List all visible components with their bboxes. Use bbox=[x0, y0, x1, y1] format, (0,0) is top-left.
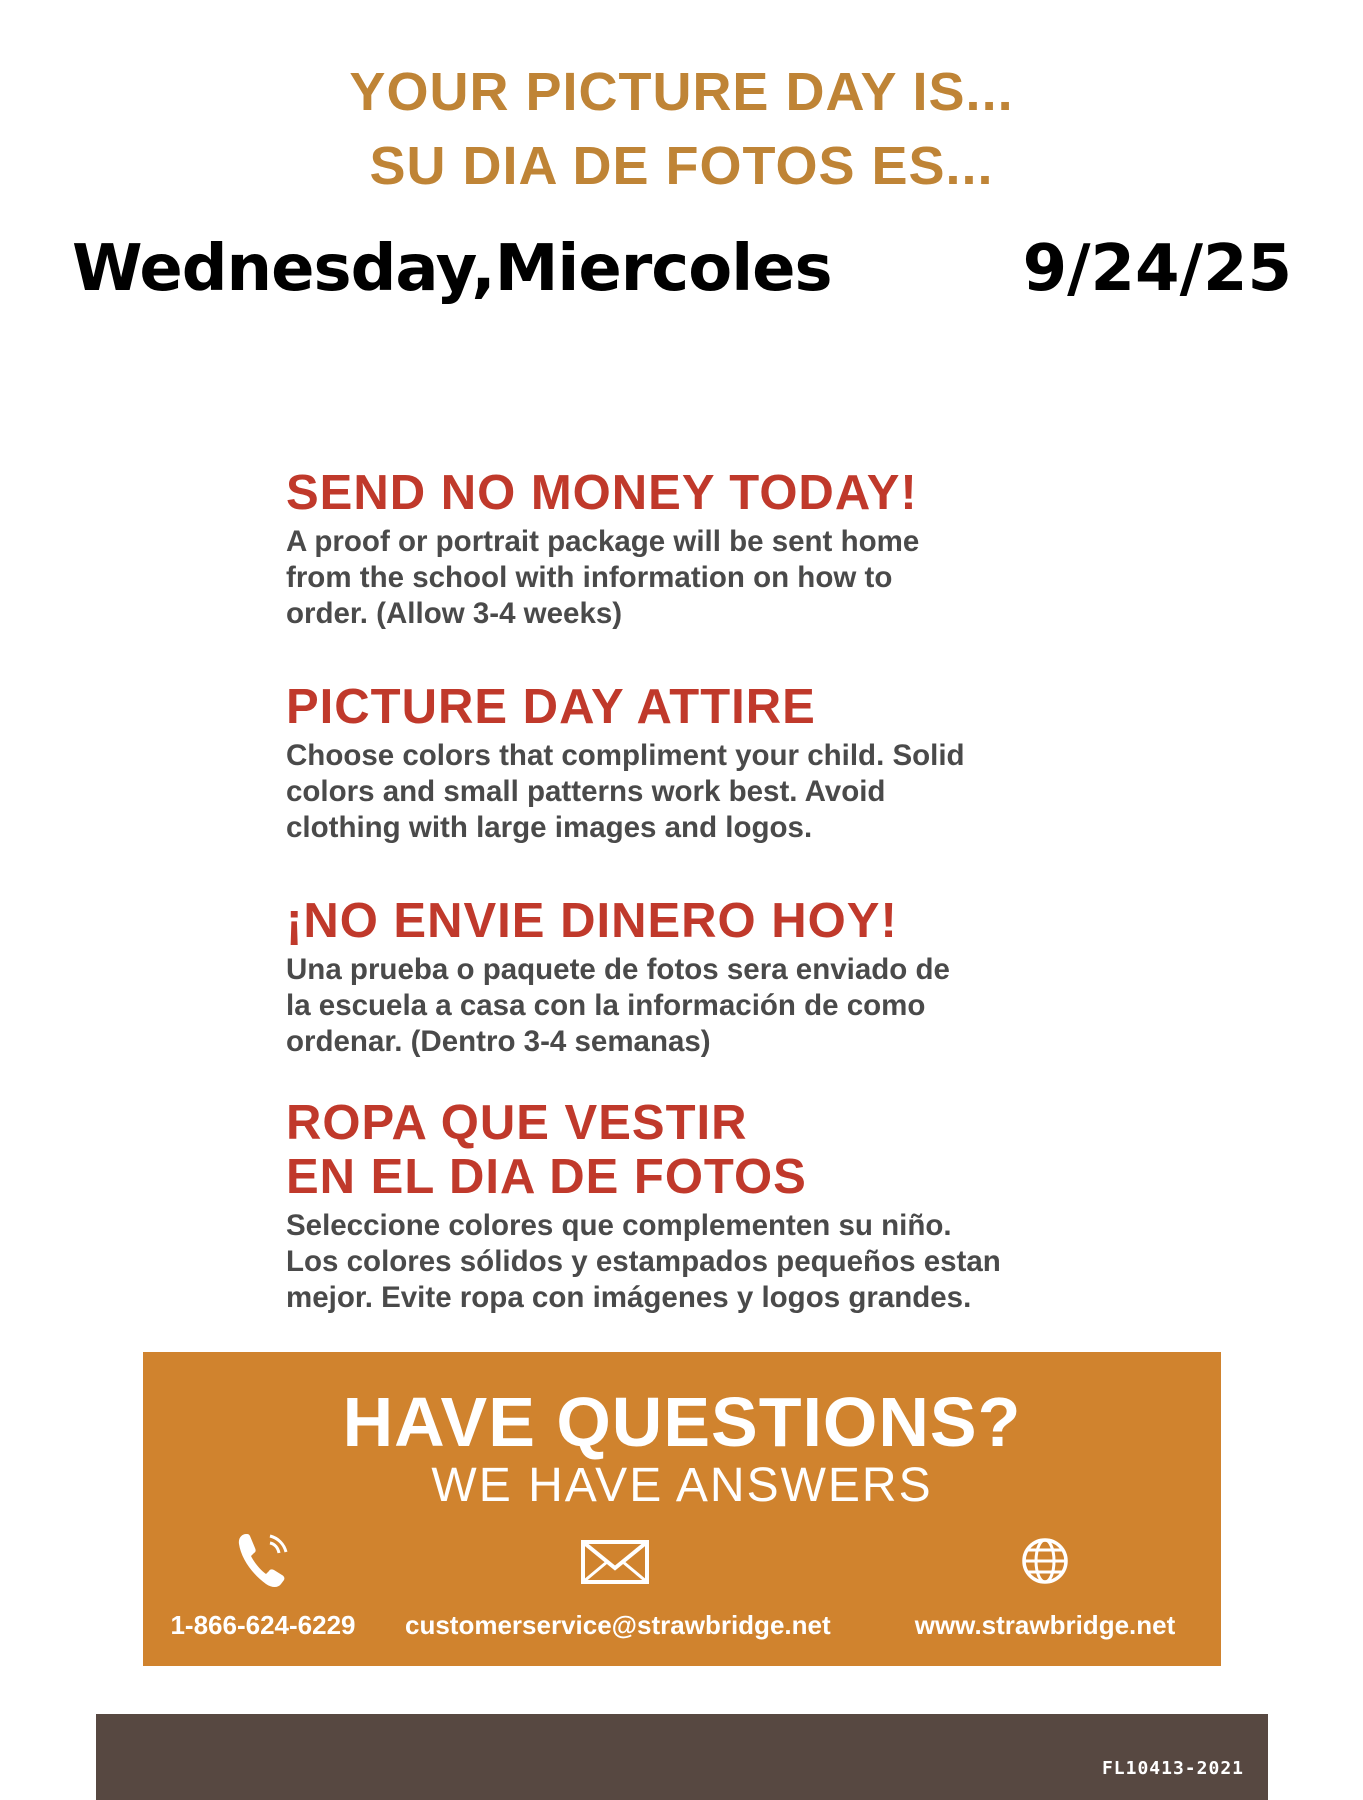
title-english: YOUR PICTURE DAY IS... bbox=[349, 62, 1014, 122]
section-heading-line: PICTURE DAY ATTIRE bbox=[286, 680, 816, 734]
website-link[interactable]: www.strawbridge.net bbox=[914, 1610, 1176, 1640]
section-body-line: from the school with information on how to bbox=[286, 561, 893, 594]
section-body-line: order. (Allow 3-4 weeks) bbox=[286, 597, 623, 630]
section-heading-line: EN EL DIA DE FOTOS bbox=[286, 1150, 807, 1204]
section-heading-line: ROPA QUE VESTIR bbox=[286, 1096, 748, 1150]
form-code: FL10413-2021 bbox=[1101, 1758, 1244, 1779]
footer-bar bbox=[96, 1714, 1268, 1800]
section-body-line: ordenar. (Dentro 3-4 semanas) bbox=[286, 1025, 711, 1058]
phone-icon bbox=[165, 1528, 361, 1594]
section-body bbox=[286, 952, 1106, 1060]
title-spanish: SU DIA DE FOTOS ES... bbox=[369, 136, 994, 196]
section-heading-line: SEND NO MONEY TODAY! bbox=[286, 466, 918, 520]
questions-subtitle: WE HAVE ANSWERS bbox=[431, 1459, 933, 1512]
section-body-line: Choose colors that compliment your child. Solid bbox=[286, 739, 965, 772]
globe-icon bbox=[885, 1528, 1205, 1594]
section-heading bbox=[286, 894, 1106, 948]
picture-day-weekday: Wednesday,Miercoles bbox=[72, 232, 832, 306]
section-heading bbox=[286, 680, 1106, 734]
section-body bbox=[286, 524, 1106, 632]
section-picture-day-attire bbox=[286, 680, 1106, 846]
contact-phone[interactable] bbox=[165, 1528, 361, 1642]
section-body-line: Una prueba o paquete de fotos sera enviado de bbox=[286, 953, 950, 986]
picture-day-date-row bbox=[72, 224, 1292, 314]
section-heading-line: ¡NO ENVIE DINERO HOY! bbox=[286, 894, 898, 948]
section-heading bbox=[286, 1096, 1106, 1204]
picture-day-date: 9/24/25 bbox=[1022, 232, 1292, 306]
section-body-line: A proof or portrait package will be sent home bbox=[286, 525, 920, 558]
contact-website[interactable] bbox=[885, 1528, 1205, 1642]
questions-title: HAVE QUESTIONS? bbox=[342, 1383, 1022, 1461]
email-link[interactable]: customerservice@strawbridge.net bbox=[405, 1610, 831, 1640]
contact-email[interactable] bbox=[405, 1528, 831, 1642]
section-send-no-money bbox=[286, 466, 1106, 632]
section-body bbox=[286, 738, 1106, 846]
phone-number[interactable]: 1-866-624-6229 bbox=[170, 1610, 356, 1640]
section-body-line: mejor. Evite ropa con imágenes y logos grandes. bbox=[286, 1281, 972, 1314]
envelope-icon bbox=[405, 1528, 825, 1594]
section-body-line: la escuela a casa con la información de como bbox=[286, 989, 926, 1022]
section-body-line: Los colores sólidos y estampados pequeños estan bbox=[286, 1245, 1001, 1278]
section-ropa-que-vestir bbox=[286, 1096, 1106, 1316]
section-no-envie-dinero bbox=[286, 894, 1106, 1060]
section-body-line: clothing with large images and logos. bbox=[286, 811, 813, 844]
section-heading bbox=[286, 466, 1106, 520]
questions-box bbox=[143, 1352, 1221, 1666]
section-body-line: Seleccione colores que complementen su niño. bbox=[286, 1209, 952, 1242]
section-body bbox=[286, 1208, 1106, 1316]
section-body-line: colors and small patterns work best. Avoid bbox=[286, 775, 886, 808]
